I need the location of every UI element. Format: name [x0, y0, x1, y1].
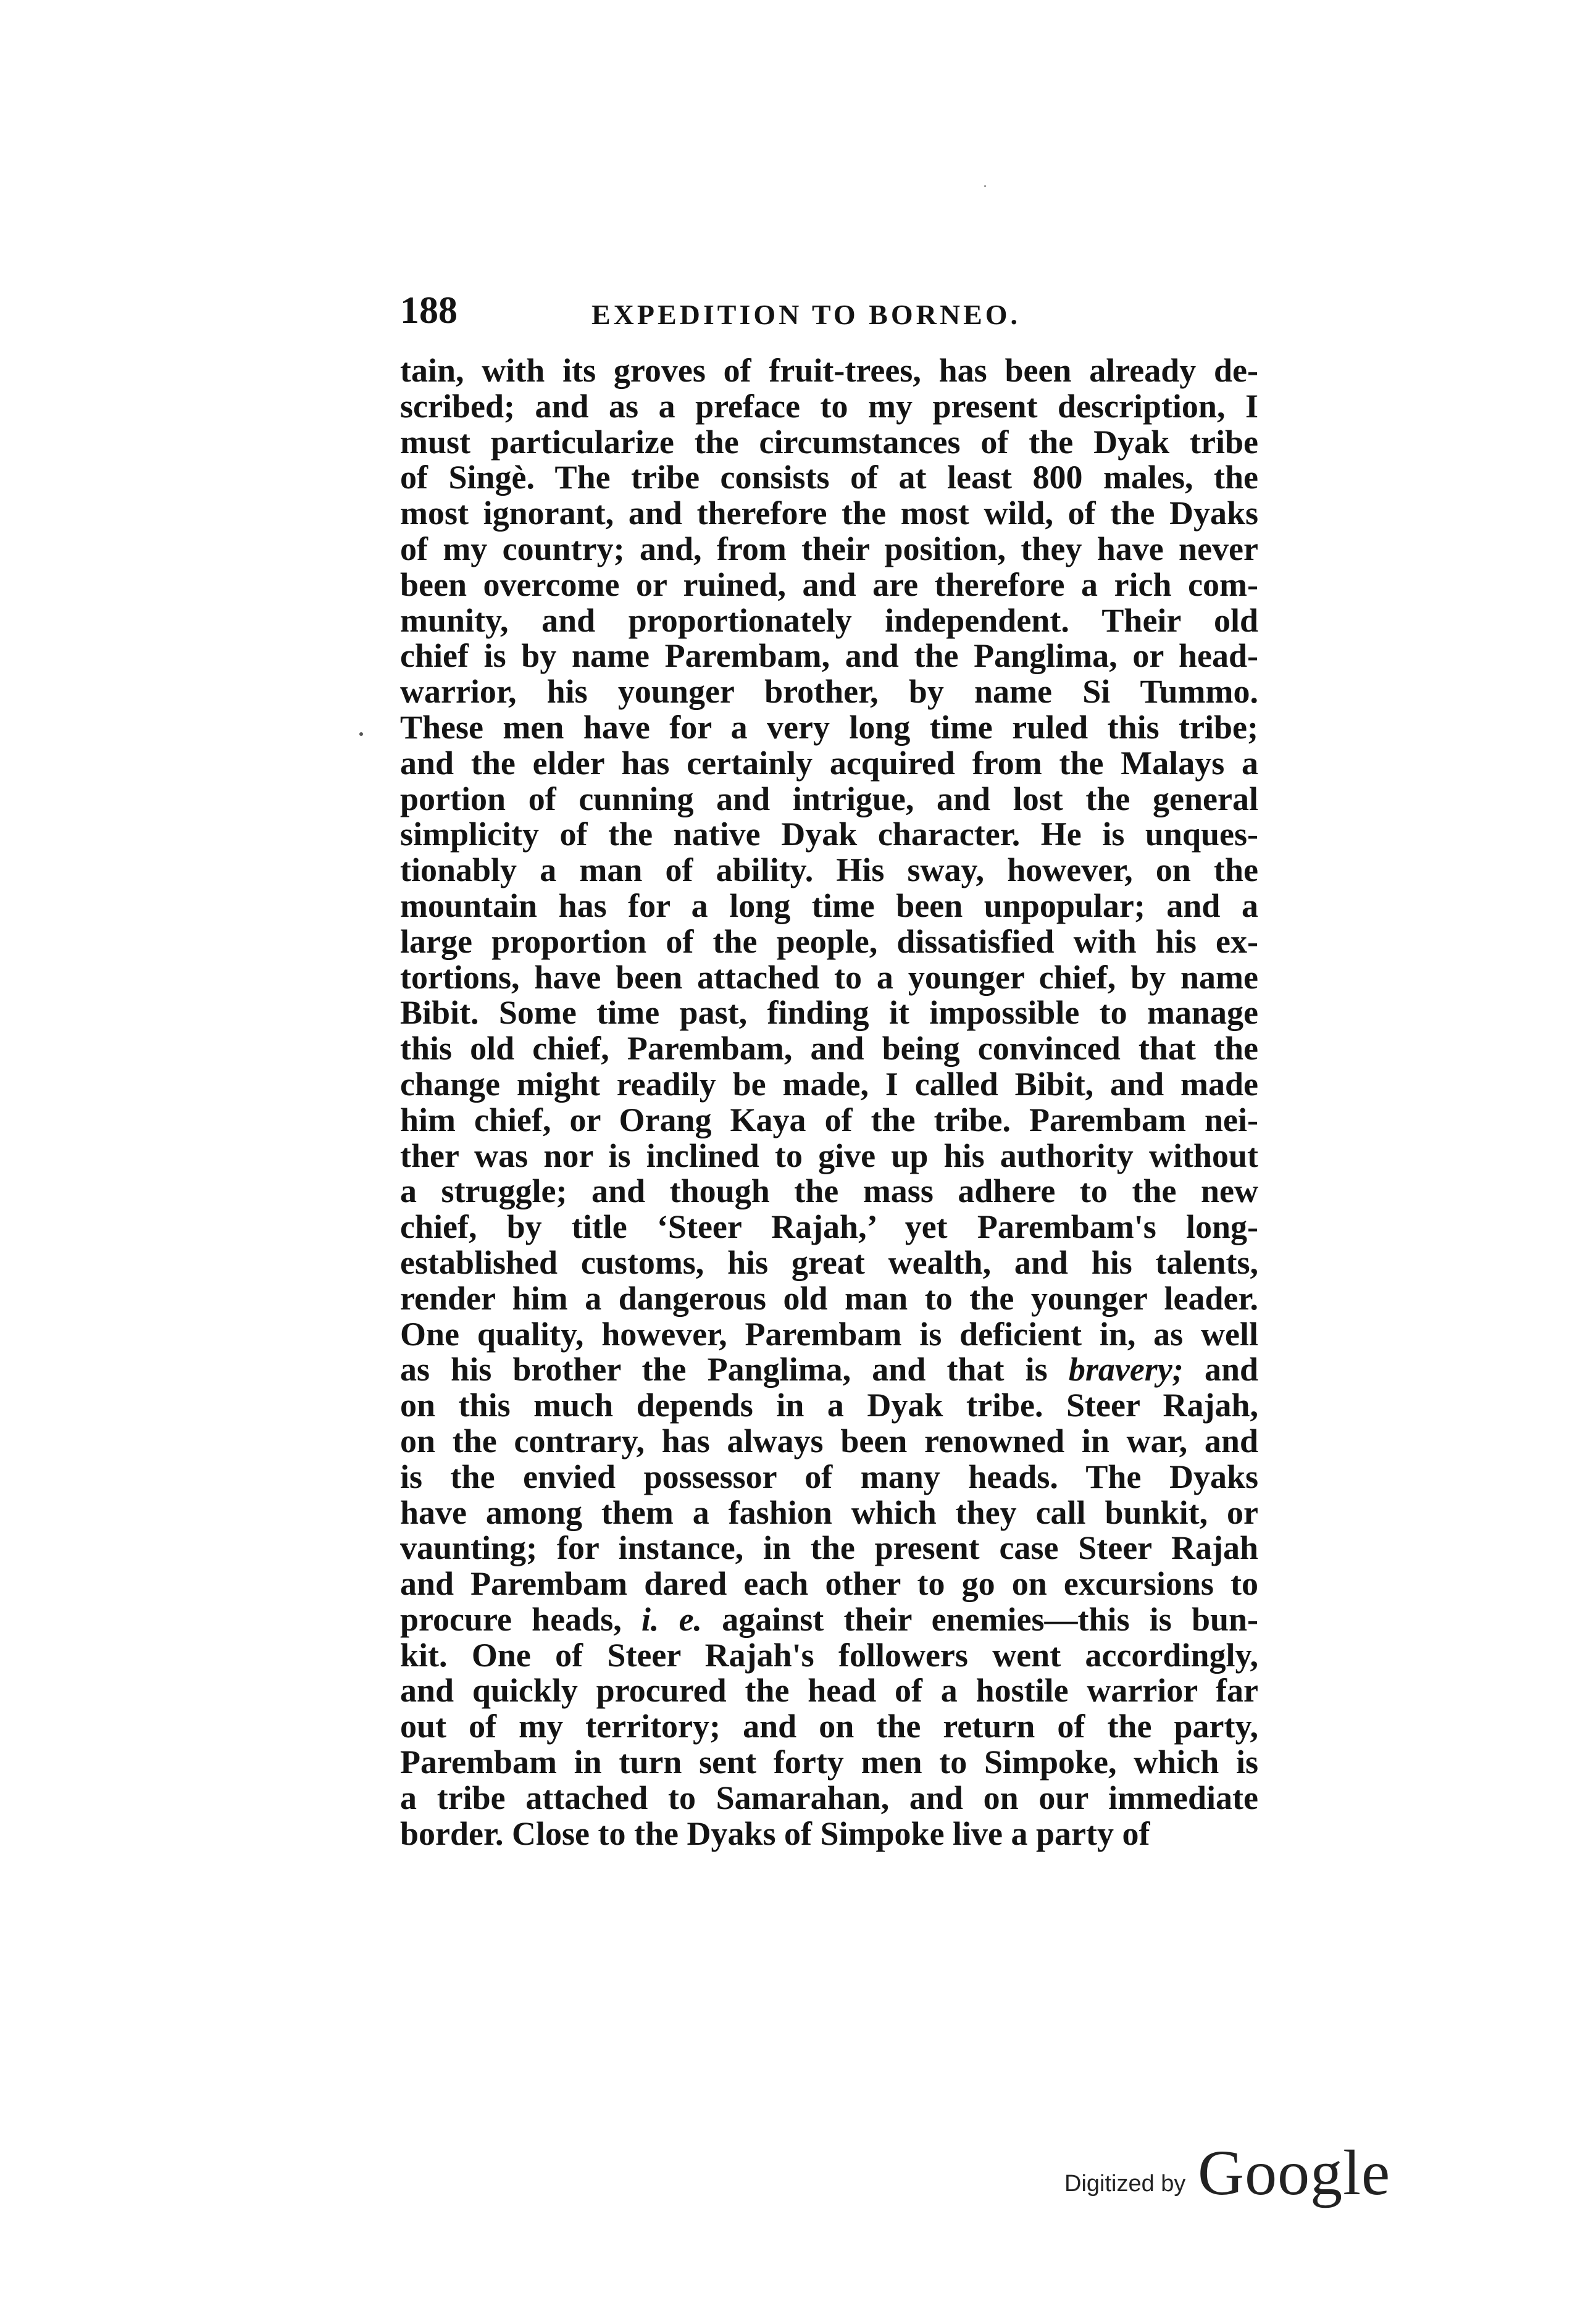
text-line: render him a dangerous old man to the younger leader.: [400, 1279, 1258, 1317]
text-line: him chief, or Orang Kaya of the tribe. Parembam nei-: [400, 1101, 1258, 1138]
text-line: tain, with its groves of fruit-trees, has been already de-: [400, 352, 1258, 389]
text-line: must particularize the circumstances of the Dyak tribe: [400, 423, 1258, 461]
text-line: munity, and proportionately independent. Their old: [400, 601, 1258, 639]
running-title: EXPEDITION TO BORNEO.: [591, 299, 1021, 330]
line-text: and: [1204, 1351, 1259, 1389]
text-line: simplicity of the native Dyak character. He is unques-: [400, 816, 1258, 853]
text-line: on the contrary, has always been renowned in war, and: [400, 1422, 1258, 1460]
text-line: chief, by title ‘Steer Rajah,’ yet Parembam's long-: [400, 1208, 1258, 1246]
text-line: of Singè. The tribe consists of at least 800 males, the: [400, 459, 1258, 496]
text-line: large proportion of the people, dissatisfied with his ex-: [400, 922, 1258, 960]
text-line: been overcome or ruined, and are therefore a rich com-: [400, 566, 1258, 603]
text-line: These men have for a very long time ruled this tribe;: [400, 708, 1258, 746]
line-text: procure heads,: [400, 1600, 622, 1638]
text-line: and quickly procured the head of a hostile warrior far: [400, 1672, 1258, 1710]
text-line: portion of cunning and intrigue, and lost the general: [400, 780, 1258, 817]
page-number: 188: [400, 290, 457, 332]
italic-word: i. e.: [641, 1600, 703, 1638]
text-line: vaunting; for instance, in the present case Steer Rajah: [400, 1529, 1258, 1567]
text-line: [400, 1352, 1258, 1388]
text-line: and Parembam dared each other to go on excursions to: [400, 1565, 1258, 1603]
text-line: this old chief, Parembam, and being convinced that the: [400, 1030, 1258, 1067]
digitized-by-label: Digitized by: [1064, 2171, 1186, 2197]
text-line: on this much depends in a Dyak tribe. Steer Rajah,: [400, 1387, 1258, 1424]
google-logo: Google: [1198, 2137, 1391, 2208]
text-line: [400, 1602, 1258, 1638]
text-line: of my country; and, from their position, they have never: [400, 530, 1258, 567]
line-text: as his brother the Panglima, and that is: [400, 1351, 1048, 1389]
body-text: [400, 353, 1258, 1852]
text-line: established customs, his great wealth, and his talents,: [400, 1243, 1258, 1281]
text-line: and the elder has certainly acquired from the Malays a: [400, 744, 1258, 782]
text-line: warrior, his younger brother, by name Si Tummo.: [400, 673, 1258, 711]
text-line: most ignorant, and therefore the most wild, of the Dyaks: [400, 495, 1258, 532]
text-line: ther was nor is inclined to give up his authority without: [400, 1137, 1258, 1174]
digitized-watermark: [1064, 2136, 1410, 2208]
text-line: change might readily be made, I called Bibit, and made: [400, 1065, 1258, 1103]
text-line: scribed; and as a preface to my present description, I: [400, 387, 1258, 425]
italic-word: bravery;: [1068, 1351, 1184, 1389]
text-line: have among them a fashion which they call bunkit, or: [400, 1493, 1258, 1531]
margin-mark: [359, 732, 363, 736]
text-line: Bibit. Some time past, finding it impossible to manage: [400, 994, 1258, 1032]
text-line: Parembam in turn sent forty men to Simpoke, which is: [400, 1744, 1258, 1781]
text-line: One quality, however, Parembam is deficient in, as well: [400, 1315, 1258, 1353]
text-line: a struggle; and though the mass adhere to the new: [400, 1172, 1258, 1210]
text-line: kit. One of Steer Rajah's followers went accordingly,: [400, 1636, 1258, 1674]
text-line: chief is by name Parembam, and the Panglima, or head-: [400, 637, 1258, 675]
text-line: border. Close to the Dyaks of Simpoke live a party of: [400, 1815, 1150, 1852]
text-line: tortions, have been attached to a younger chief, by name: [400, 958, 1258, 996]
scan-speck: [984, 185, 986, 187]
text-line: a tribe attached to Samarahan, and on our immediate: [400, 1779, 1258, 1816]
text-line: out of my territory; and on the return of the party,: [400, 1708, 1258, 1745]
line-text: against their enemies—this is bun-: [722, 1600, 1259, 1638]
text-line: mountain has for a long time been unpopular; and a: [400, 887, 1258, 924]
page-header: [400, 289, 1258, 338]
text-line: tionably a man of ability. His sway, however, on the: [400, 851, 1258, 889]
text-line: is the envied possessor of many heads. The Dyaks: [400, 1458, 1258, 1495]
